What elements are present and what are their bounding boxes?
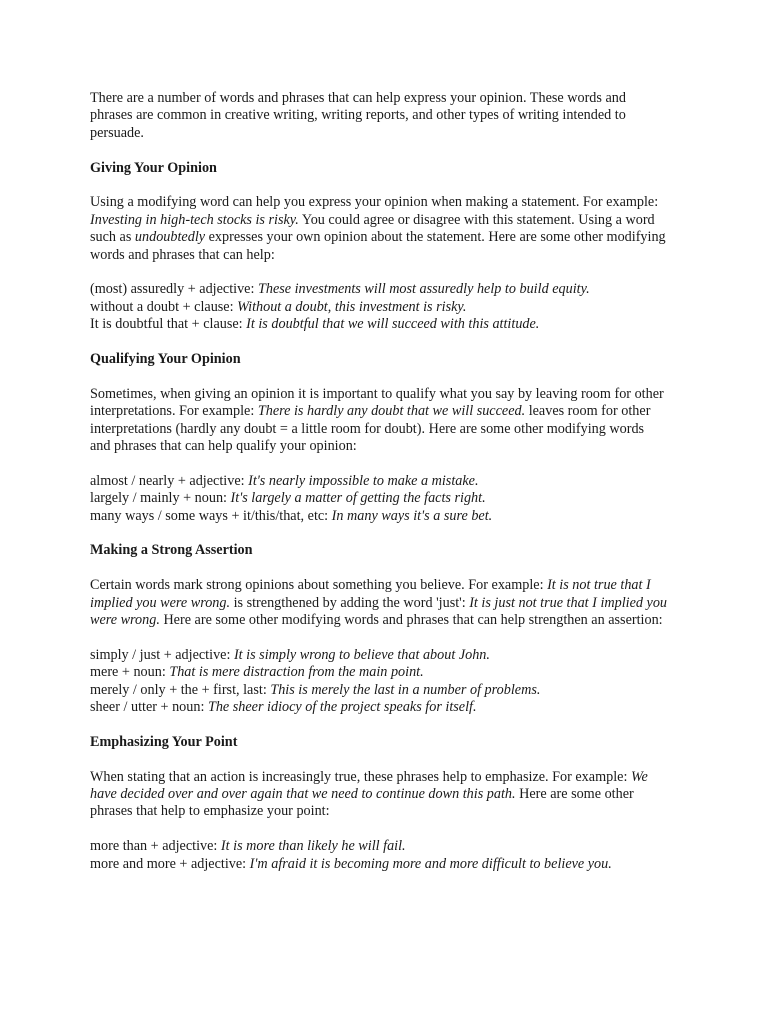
- item-label: mere + noun:: [90, 664, 170, 681]
- emphasizing-paragraph: [90, 769, 668, 821]
- assertion-text-c: Here are some other modifying words and phrases that can help strengthen an assertion:: [159, 612, 663, 629]
- item-label: largely / mainly + noun:: [90, 490, 231, 507]
- list-item: [90, 299, 668, 316]
- emphasizing-list: [90, 838, 668, 873]
- item-example: These investments will most assuredly help to build equity.: [257, 281, 590, 298]
- list-item: [90, 838, 668, 855]
- assertion-example-2: It is just not true that I implied you were wrong.: [90, 594, 668, 629]
- giving-list: [90, 281, 668, 333]
- qualifying-text-a: Sometimes, when giving an opinion it is important to qualify what you say by leaving room for other interpretations. For example:: [90, 385, 664, 420]
- item-label: (most) assuredly + adjective:: [90, 281, 258, 298]
- assertion-text-a: Certain words mark strong opinions about something you believe. For example:: [90, 577, 548, 594]
- item-label: It is doubtful that + clause:: [90, 316, 247, 333]
- section-heading-qualifying: Qualifying Your Opinion: [90, 351, 241, 368]
- item-example: It is simply wrong to believe that about John.: [233, 646, 490, 663]
- item-example: It's largely a matter of getting the facts right.: [230, 490, 486, 507]
- item-label: almost / nearly + adjective:: [90, 472, 249, 489]
- list-item: [90, 281, 668, 298]
- assertion-text-b: is strengthened by adding the word 'just':: [230, 594, 470, 611]
- item-label: merely / only + the + first, last:: [90, 681, 271, 698]
- section-heading-assertion: Making a Strong Assertion: [90, 542, 253, 559]
- giving-word: undoubtedly: [134, 229, 206, 246]
- list-item: [90, 473, 668, 490]
- giving-text-b: You could agree or disagree with this statement. Using a word such as: [90, 211, 655, 246]
- item-label: sheer / utter + noun:: [90, 699, 208, 716]
- giving-paragraph: [90, 194, 668, 264]
- item-example: I'm afraid it is becoming more and more difficult to believe you.: [249, 855, 612, 872]
- list-item: [90, 664, 668, 681]
- intro-paragraph: There are a number of words and phrases that can help express your opinion. These words and phrases are common in creative writing, writing reports, and other types of writing intended to persuade.: [90, 90, 626, 141]
- emphasizing-text-b: Here are some other phrases that help to emphasize your point:: [90, 786, 634, 820]
- item-example: This is merely the last in a number of problems.: [270, 681, 541, 698]
- qualifying-example: There is hardly any doubt that we will succeed.: [257, 403, 526, 420]
- qualifying-list: [90, 473, 668, 525]
- list-item: [90, 508, 668, 525]
- emphasizing-text-a: When stating that an action is increasingly true, these phrases help to emphasize. For example:: [90, 768, 631, 785]
- item-label: more and more + adjective:: [90, 855, 250, 872]
- list-item: [90, 682, 668, 699]
- section-heading-giving: Giving Your Opinion: [90, 159, 217, 176]
- assertion-paragraph: [90, 577, 668, 629]
- section-heading-emphasizing: Emphasizing Your Point: [90, 733, 238, 750]
- list-item: [90, 699, 668, 716]
- item-example: It is more than likely he will fail.: [220, 838, 406, 855]
- item-example: The sheer idiocy of the project speaks for itself.: [207, 699, 477, 716]
- emphasizing-example: We have decided over and over again that we need to continue down this path.: [90, 768, 648, 803]
- item-example: It's nearly impossible to make a mistake.: [248, 472, 479, 489]
- item-example: That is mere distraction from the main point.: [169, 664, 424, 681]
- list-item: [90, 856, 668, 873]
- item-example: Without a doubt, this investment is risky.: [237, 298, 467, 315]
- list-item: [90, 647, 668, 664]
- item-label: many ways / some ways + it/this/that, etc:: [90, 507, 332, 524]
- qualifying-text-b: leaves room for other interpretations (hardly any doubt = a little room for doubt). Here are some other modifying words and phrases that can help qualify your opinion:: [90, 403, 651, 455]
- item-example: It is doubtful that we will succeed with this attitude.: [246, 316, 540, 333]
- assertion-example-1: It is not true that I implied you were wrong.: [90, 577, 651, 611]
- qualifying-paragraph: [90, 386, 668, 456]
- list-item: [90, 316, 668, 333]
- giving-text-a: Using a modifying word can help you express your opinion when making a statement. For example:: [90, 194, 659, 211]
- item-label: more than + adjective:: [90, 838, 221, 855]
- item-label: without a doubt + clause:: [90, 298, 238, 315]
- list-item: [90, 490, 668, 507]
- item-label: simply / just + adjective:: [90, 646, 234, 663]
- giving-text-c: expresses your own opinion about the statement. Here are some other modifying words and phrases that can help:: [90, 229, 666, 263]
- item-example: In many ways it's a sure bet.: [331, 507, 493, 524]
- giving-example: Investing in high-tech stocks is risky.: [90, 211, 299, 228]
- assertion-list: [90, 647, 668, 717]
